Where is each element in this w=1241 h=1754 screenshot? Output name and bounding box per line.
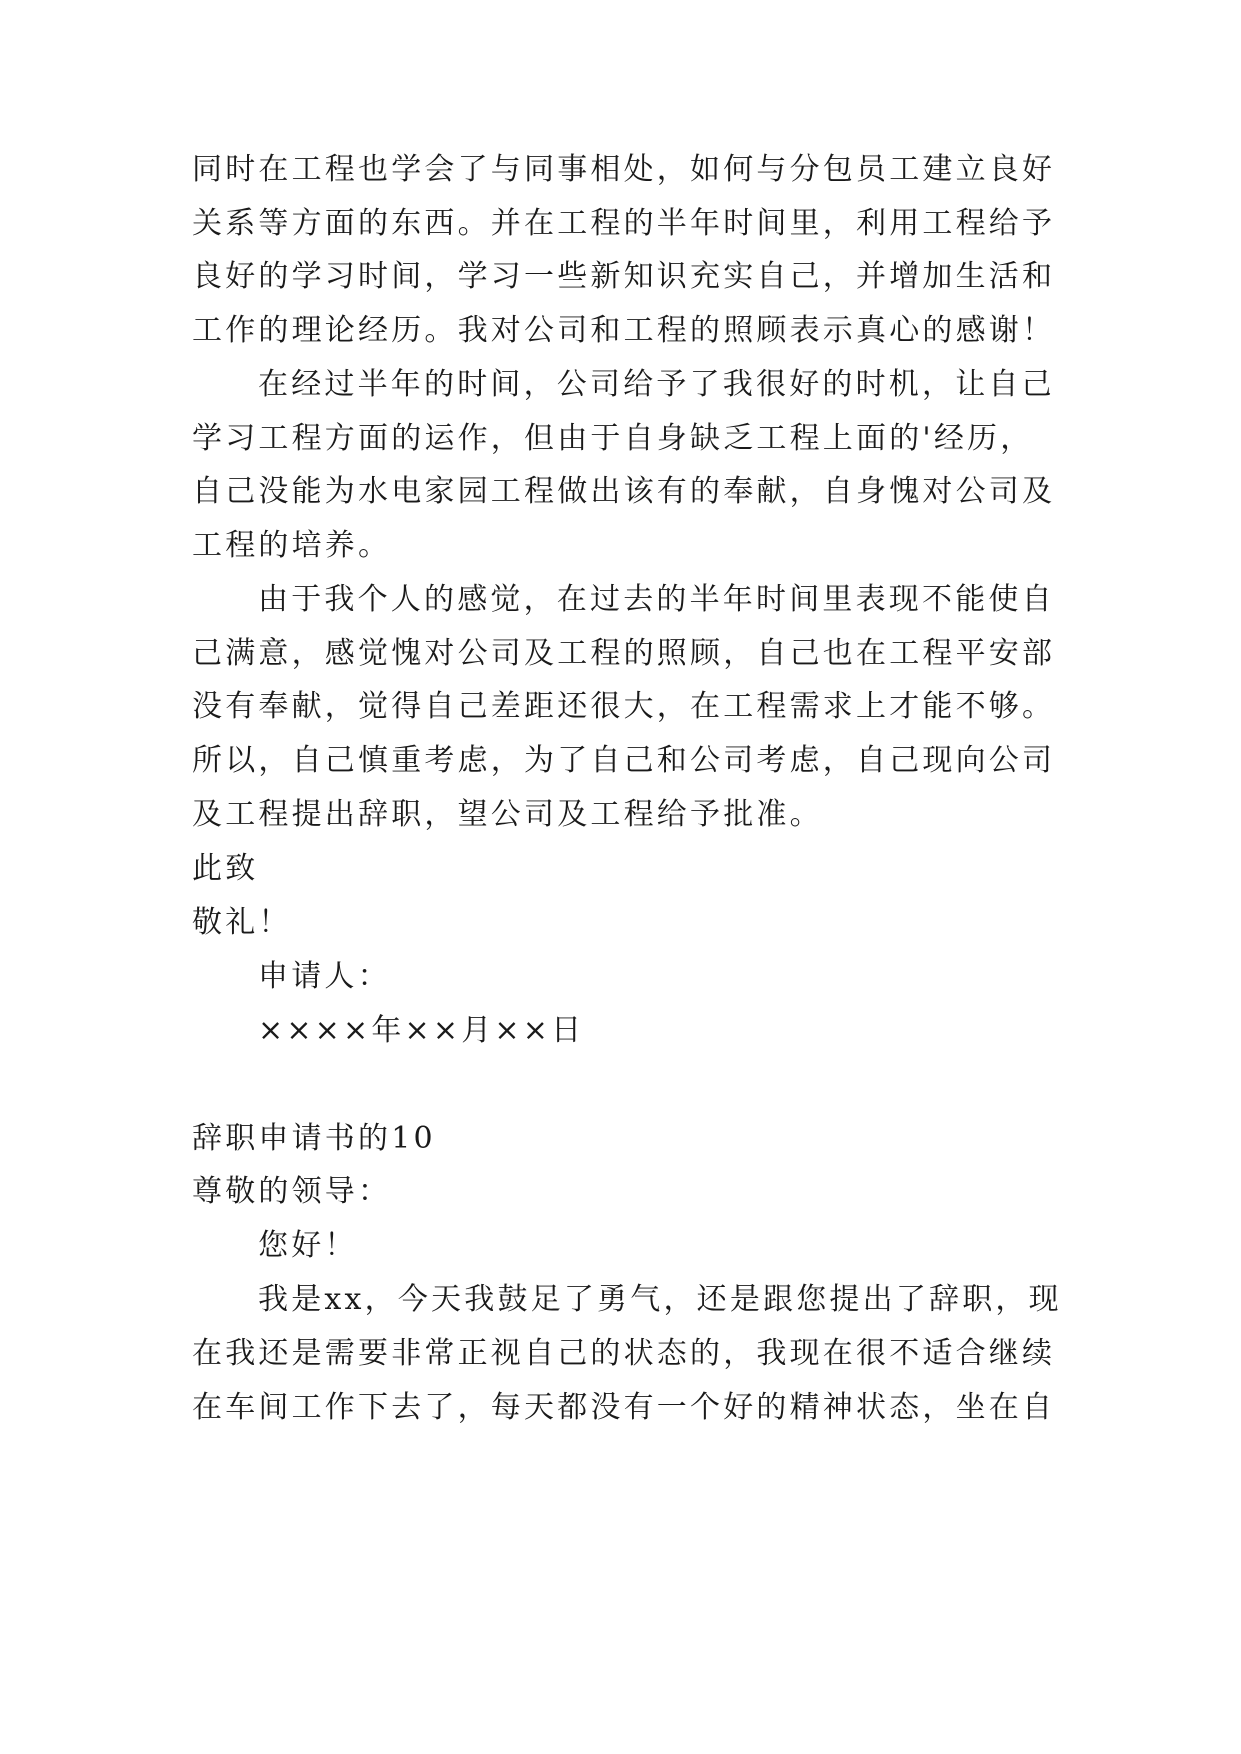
body-line: 由于我个人的感觉，在过去的半年时间里表现不能使自 xyxy=(258,582,1055,617)
body-line: 在我还是需要非常正视自己的状态的，我现在很不适合继续 xyxy=(192,1336,1056,1371)
applicant-label: 申请人： xyxy=(258,959,391,994)
body-line: 自己没能为水电家园工程做出该有的奉献，自身愧对公司及 xyxy=(192,474,1056,509)
body-line: 关系等方面的东西。并在工程的半年时间里，利用工程给予 xyxy=(192,206,1056,241)
body-line: 同时在工程也学会了与同事相处，如何与分包员工建立良好 xyxy=(192,152,1056,187)
body-line: 及工程提出辞职，望公司及工程给予批准。 xyxy=(192,797,823,832)
body-line: 我是xx，今天我鼓足了勇气，还是跟您提出了辞职，现 xyxy=(258,1282,1062,1317)
body-line: 在经过半年的时间，公司给予了我很好的时机，让自己 xyxy=(258,367,1055,402)
body-line: 在车间工作下去了，每天都没有一个好的精神状态，坐在自 xyxy=(192,1390,1056,1425)
body-line: 没有奉献，觉得自己差距还很大，在工程需求上才能不够。 xyxy=(192,689,1056,724)
body-line: 工作的理论经历。我对公司和工程的照顾表示真心的感谢！ xyxy=(192,313,1056,348)
closing-line: 此致 xyxy=(192,851,259,886)
body-line: 己满意，感觉愧对公司及工程的照顾，自己也在工程平安部 xyxy=(192,636,1056,671)
date-line: ××××年××月××日 xyxy=(258,1013,585,1048)
body-line: 学习工程方面的运作，但由于自身缺乏工程上面的'经历， xyxy=(192,421,1034,456)
body-line: 良好的学习时间，学习一些新知识充实自己，并增加生活和 xyxy=(192,259,1056,294)
body-line: 工程的培养。 xyxy=(192,528,392,563)
body-line: 所以，自己慎重考虑，为了自己和公司考虑，自己现向公司 xyxy=(192,743,1056,778)
greeting: 您好！ xyxy=(258,1228,358,1263)
salutation: 尊敬的领导： xyxy=(192,1174,392,1209)
section-title: 辞职申请书的10 xyxy=(192,1121,436,1156)
closing-line: 敬礼！ xyxy=(192,905,292,940)
